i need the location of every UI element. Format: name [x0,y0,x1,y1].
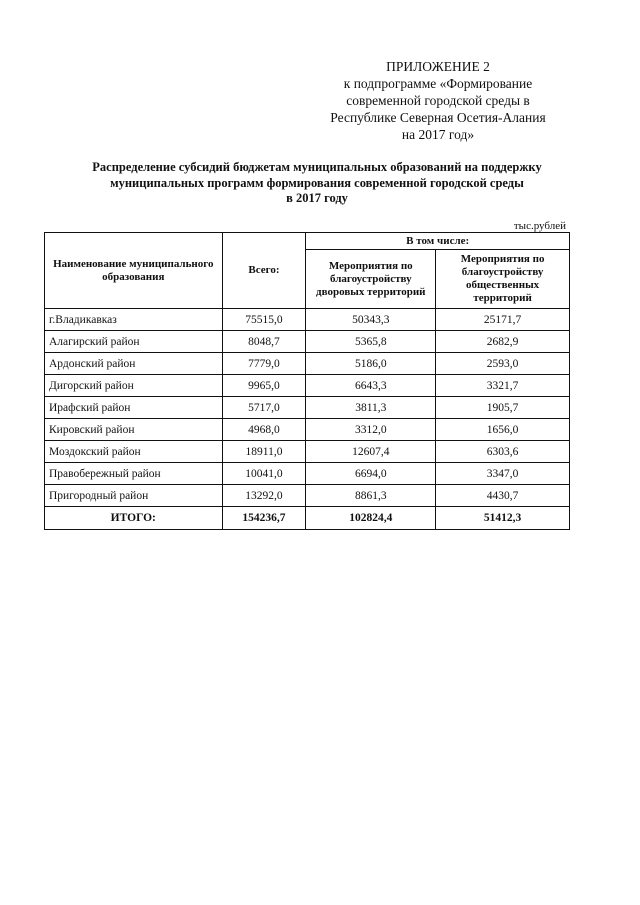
appendix-header [318,58,558,143]
cell-public: 1905,7 [436,397,570,419]
header-total: Всего: [222,233,306,309]
cell-public: 2682,9 [436,331,570,353]
table-row [45,463,570,485]
cell-yard: 12607,4 [306,441,436,463]
table-row [45,309,570,331]
cell-name: Алагирский район [45,331,223,353]
cell-total: 75515,0 [222,309,306,331]
title-line: муниципальных программ формирования современной городской среды [110,175,524,190]
appendix-line: на 2017 год» [401,127,475,142]
appendix-line: ПРИЛОЖЕНИЕ 2 [386,59,490,74]
cell-name: г.Владикавказ [45,309,223,331]
table-row [45,375,570,397]
cell-name: Ардонский район [45,353,223,375]
table-row [45,397,570,419]
cell-total: 10041,0 [222,463,306,485]
cell-public: 4430,7 [436,485,570,507]
cell-yard: 3312,0 [306,419,436,441]
cell-total-label: ИТОГО: [45,507,223,530]
cell-public: 3321,7 [436,375,570,397]
cell-name: Моздокский район [45,441,223,463]
cell-yard: 5365,8 [306,331,436,353]
cell-public: 6303,6 [436,441,570,463]
header-including: В том числе: [306,233,570,250]
cell-grand-total: 154236,7 [222,507,306,530]
appendix-line: современной городской среды в [346,93,530,108]
cell-yard: 3811,3 [306,397,436,419]
cell-total: 4968,0 [222,419,306,441]
cell-yard: 6643,3 [306,375,436,397]
cell-public-total: 51412,3 [436,507,570,530]
table-row [45,331,570,353]
document-title [30,160,604,207]
cell-name: Дигорский район [45,375,223,397]
title-line: Распределение субсидий бюджетам муниципальных образований на поддержку [92,160,542,174]
cell-public: 2593,0 [436,353,570,375]
cell-total: 5717,0 [222,397,306,419]
subsidy-table [44,232,570,530]
cell-public: 3347,0 [436,463,570,485]
cell-total: 13292,0 [222,485,306,507]
cell-name: Кировский район [45,419,223,441]
cell-name: Ирафский район [45,397,223,419]
cell-name: Пригородный район [45,485,223,507]
cell-name: Правобережный район [45,463,223,485]
appendix-line: к подпрограмме «Формирование [343,76,533,91]
cell-yard: 8861,3 [306,485,436,507]
table-row [45,441,570,463]
header-public-territories: Мероприятия по благоустройству общественных территорий [436,250,570,309]
cell-public: 25171,7 [436,309,570,331]
table-row [45,353,570,375]
header-yard-territories: Мероприятия по благоустройству дворовых территорий [306,250,436,309]
header-municipality: Наименование муниципального образования [45,233,223,309]
units-label: тыс.рублей [513,220,566,232]
table-header-row [45,233,570,250]
cell-total: 7779,0 [222,353,306,375]
cell-yard: 50343,3 [306,309,436,331]
cell-total: 9965,0 [222,375,306,397]
title-line: в 2017 году [286,191,348,205]
cell-yard: 5186,0 [306,353,436,375]
cell-yard-total: 102824,4 [306,507,436,530]
appendix-line: Республике Северная Осетия-Алания [330,110,546,125]
table-row [45,419,570,441]
cell-total: 8048,7 [222,331,306,353]
cell-public: 1656,0 [436,419,570,441]
cell-total: 18911,0 [222,441,306,463]
table-total-row [45,507,570,530]
table-row [45,485,570,507]
cell-yard: 6694,0 [306,463,436,485]
